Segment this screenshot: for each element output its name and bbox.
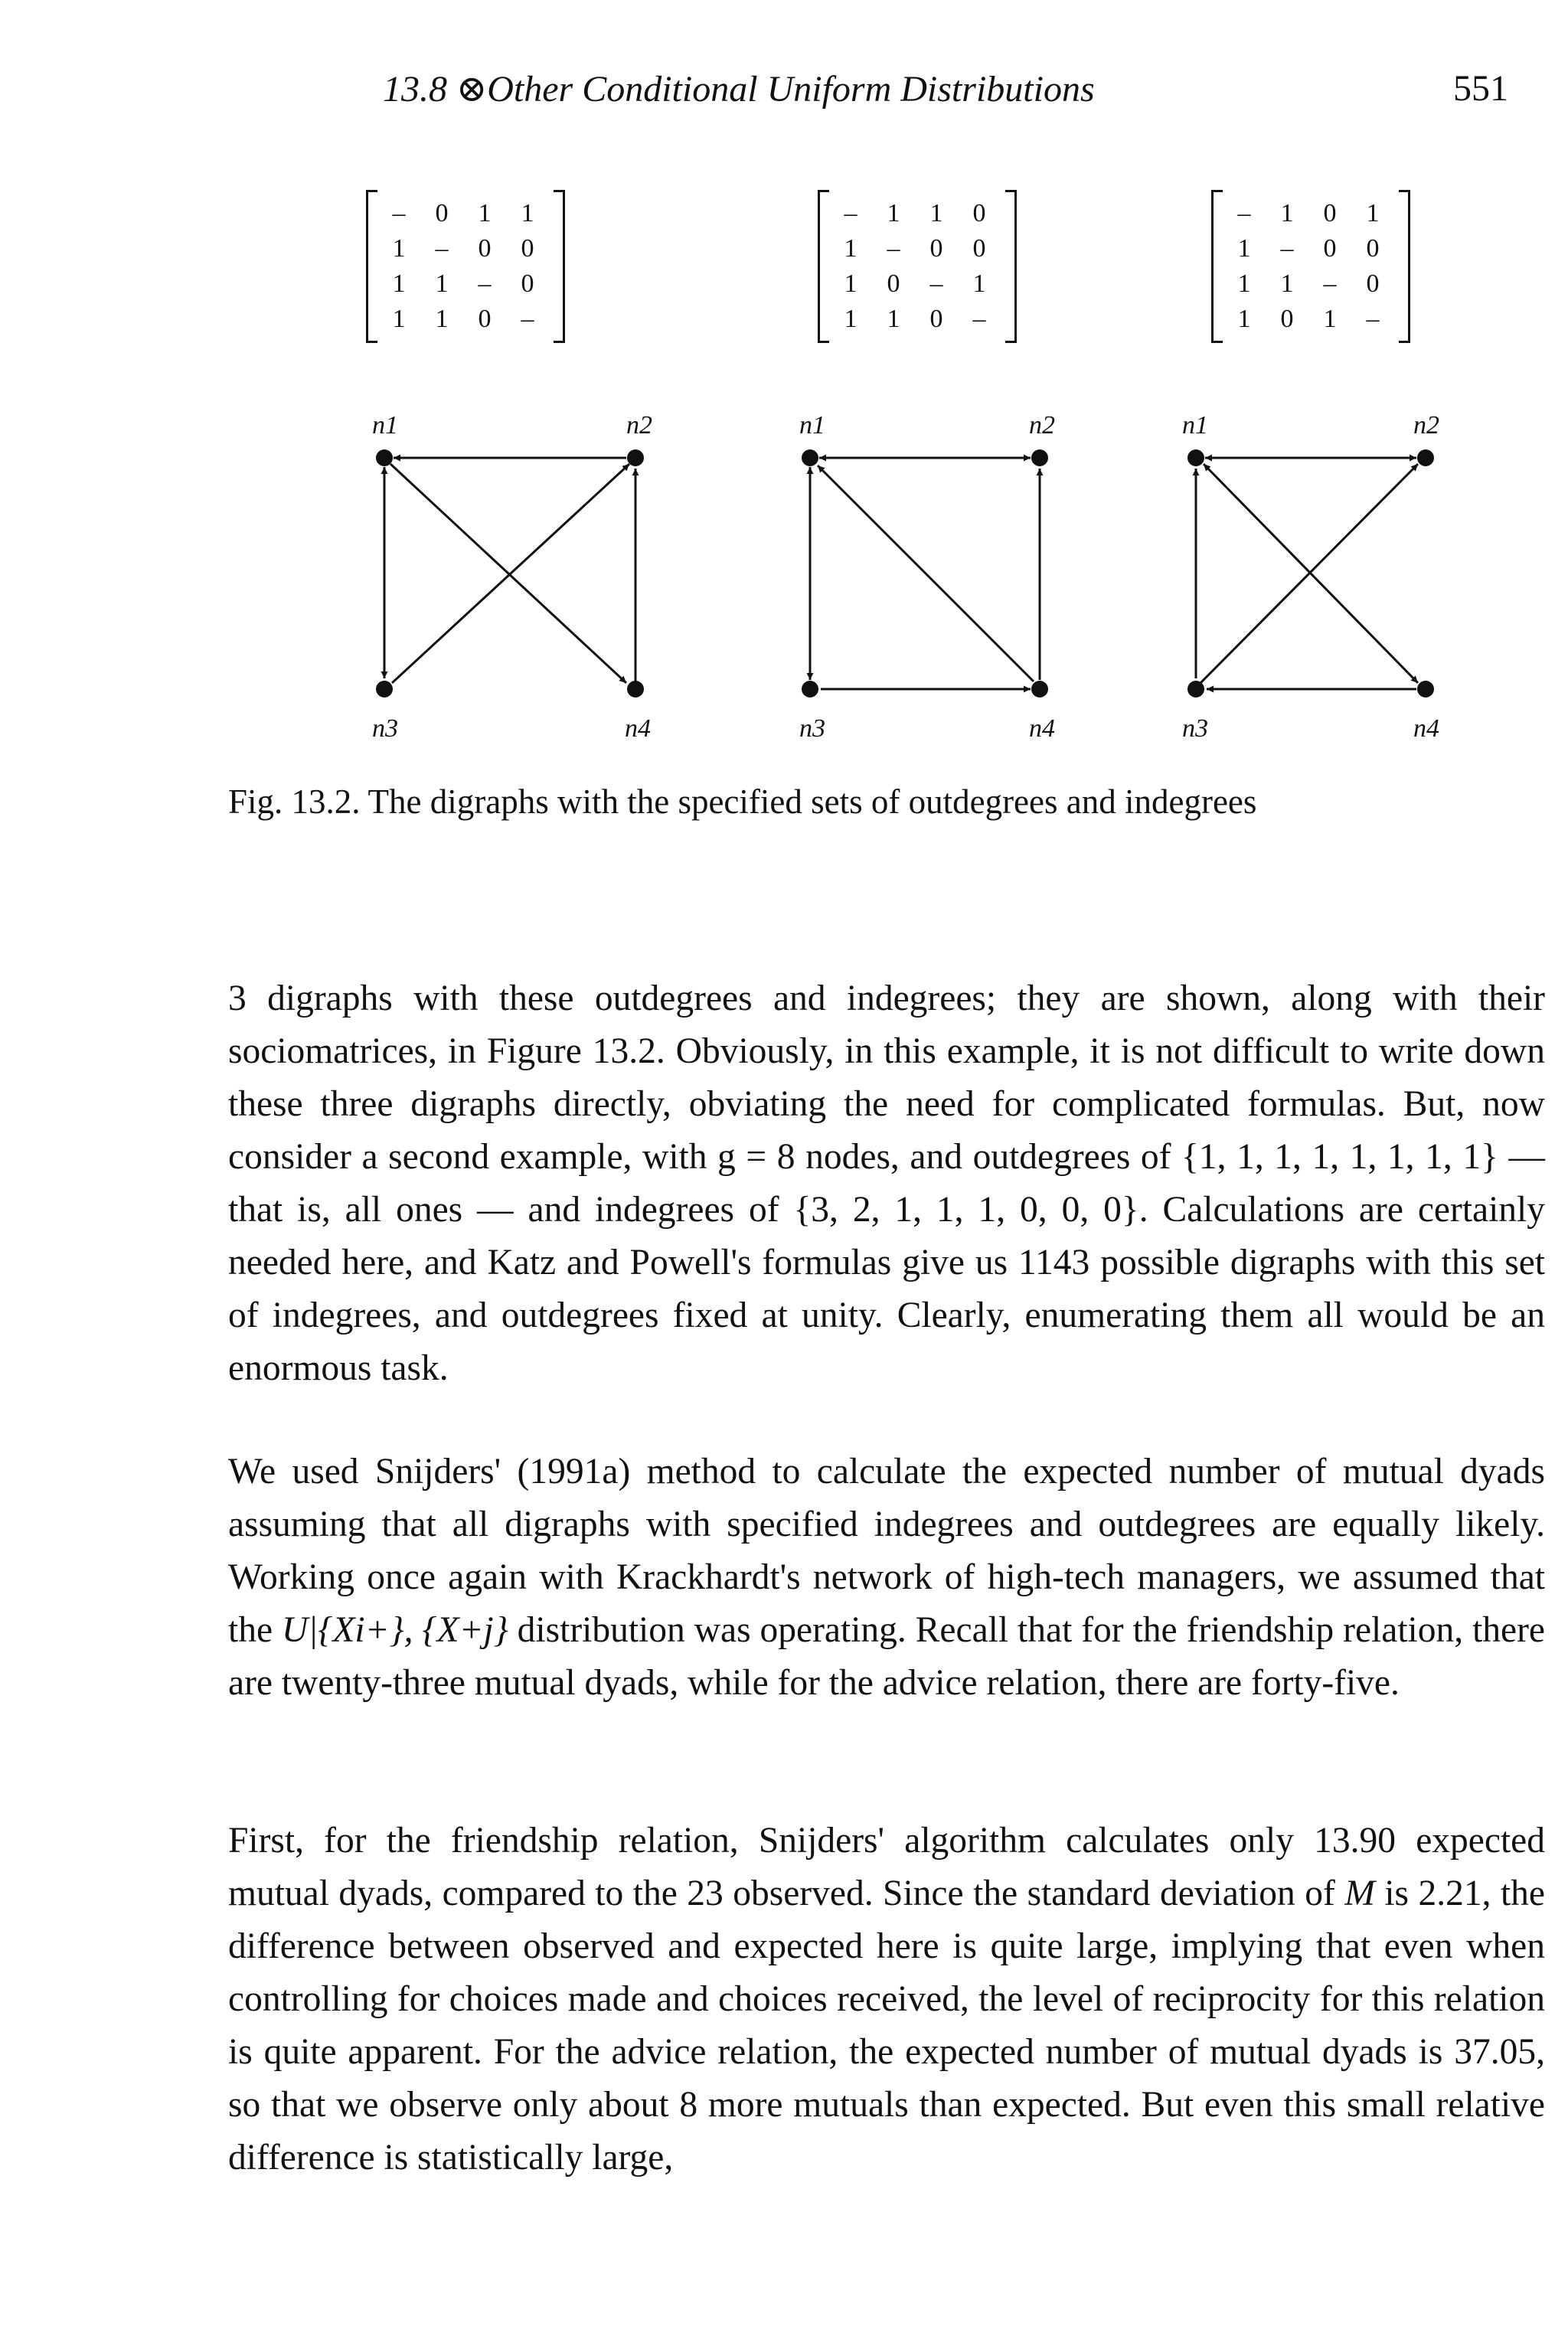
- node-n2: [627, 449, 644, 466]
- running-header-title: 13.8 ⊗Other Conditional Uniform Distributions: [383, 69, 1095, 109]
- node-n3: [376, 681, 393, 698]
- paragraph-3-text-a: First, for the friendship relation, Snijders' algorithm calculates only 13.90 expected mutual dyads, compared to the 23 observed. Since the standard deviation of: [228, 1821, 1545, 1913]
- label-n3: n3: [799, 714, 825, 743]
- paragraph-2-math: U|{Xi+}, {X+j}: [282, 1610, 508, 1650]
- matrix-cell: 1: [392, 234, 406, 263]
- matrix-cell: –: [929, 270, 943, 298]
- paragraph-3-text-b: is 2.21, the difference between observed and expected here is quite large, implying that even when controlling for choices made and choices received, the level of reciprocity for this relation is quite apparent. For the advice relation, the expected number of mutual dyads is 37.05, so that we observe only about 8 more mutuals than expected. But even this small relative difference is statistically large,: [228, 1874, 1545, 2178]
- node-n4: [1417, 681, 1434, 698]
- label-n2: n2: [1029, 411, 1055, 439]
- node-n1: [376, 449, 393, 466]
- node-n2: [1417, 449, 1434, 466]
- page-number: 551: [1453, 68, 1508, 109]
- paragraph-2-text-a: We used Snijders' (1991a) method to calculate the expected number of mutual dyads assuming that all digraphs with specified indegrees and outdegrees are equally likely. Working once again with Krackhardt's network of high-tech managers, we assumed that the: [228, 1452, 1545, 1650]
- matrix-cell: 0: [521, 234, 534, 263]
- matrix-cell: 0: [478, 234, 492, 263]
- matrix-cell: 0: [435, 199, 449, 227]
- paragraph-3-math: M: [1344, 1874, 1375, 1913]
- paragraph-2-text-b: distribution was operating. Recall that for the friendship relation, there are twenty-three mutual dyads, while for the advice relation, there are forty-five.: [228, 1610, 1545, 1703]
- matrix-cell: 0: [1366, 270, 1380, 298]
- label-n2: n2: [1413, 411, 1439, 439]
- label-n3: n3: [1182, 714, 1208, 743]
- matrix-cell: –: [435, 234, 449, 263]
- matrix-cell: 1: [1237, 270, 1251, 298]
- node-n4: [1031, 681, 1048, 698]
- matrix-cell: 1: [844, 305, 858, 333]
- node-n4: [627, 681, 644, 698]
- matrix-cell: 1: [929, 199, 943, 227]
- figure-caption: [228, 779, 1545, 824]
- matrix-cell: 1: [1280, 199, 1294, 227]
- matrix-cell: 1: [1280, 270, 1294, 298]
- paragraph-3: [228, 1815, 1545, 2184]
- node-n3: [1187, 681, 1204, 698]
- node-n1: [1187, 449, 1204, 466]
- matrix-cell: 1: [478, 199, 492, 227]
- matrix-cell: 1: [1366, 199, 1380, 227]
- digraph-1: [376, 449, 644, 698]
- digraphs: [0, 0, 1568, 766]
- matrix-cell: –: [521, 305, 534, 333]
- node-n1: [802, 449, 818, 466]
- matrix-cell: 0: [521, 270, 534, 298]
- matrix-cell: 1: [435, 270, 449, 298]
- matrix-cell: 1: [844, 270, 858, 298]
- matrix-cell: 1: [392, 270, 406, 298]
- matrix-cell: 1: [435, 305, 449, 333]
- figure-caption-label: Fig. 13.2.: [228, 782, 361, 821]
- matrix-cell: 0: [972, 234, 986, 263]
- matrix-cell: 0: [1366, 234, 1380, 263]
- matrix-cell: 1: [1323, 305, 1337, 333]
- matrix-cell: –: [392, 199, 406, 227]
- label-n1: n1: [372, 411, 398, 439]
- node-n2: [1031, 449, 1048, 466]
- matrix-cell: 0: [887, 270, 900, 298]
- edge-n1-n4: [390, 464, 626, 683]
- matrix-cell: 1: [887, 199, 900, 227]
- matrix-cell: 0: [972, 199, 986, 227]
- matrix-cell: –: [1323, 270, 1337, 298]
- matrix-cell: 0: [1323, 199, 1337, 227]
- label-n1: n1: [799, 411, 825, 439]
- matrix-cell: –: [887, 234, 900, 263]
- matrix-cell: 0: [929, 234, 943, 263]
- matrix-cell: 1: [392, 305, 406, 333]
- matrix-cell: 1: [521, 199, 534, 227]
- matrix-cell: –: [1280, 234, 1294, 263]
- label-n2: n2: [626, 411, 652, 439]
- matrix-cell: –: [972, 305, 986, 333]
- matrix-cell: 1: [887, 305, 900, 333]
- paragraph-2: [228, 1446, 1545, 1710]
- node-n3: [802, 681, 818, 698]
- edge-n4-n1: [818, 466, 1034, 681]
- label-n4: n4: [625, 714, 651, 743]
- matrix-cell: 1: [1237, 305, 1251, 333]
- label-n3: n3: [372, 714, 398, 743]
- digraph-3: [1187, 449, 1434, 698]
- node-labels: [372, 411, 1439, 743]
- matrix-cell: 0: [478, 305, 492, 333]
- paragraph-1-text: 3 digraphs with these outdegrees and indegrees; they are shown, along with their sociomatrices, in Figure 13.2. Obviously, in this example, it is not difficult to write down these three digraphs directly, obviating the need for complicated formulas. But, now consider a second example, with g = 8 nodes, and outdegrees of {1, 1, 1, 1, 1, 1, 1, 1} — that is, all ones — and indegrees of {3, 2, 1, 1, 1, 0, 0, 0}. Calculations are certainly needed here, and Katz and Powell's formulas give us 1143 possible digraphs with this set of indegrees, and outdegrees fixed at unity. Clearly, enumerating them all would be an enormous task.: [228, 979, 1545, 1388]
- digraph-2: [802, 449, 1048, 698]
- matrix-cell: 0: [929, 305, 943, 333]
- figure-caption-text: The digraphs with the specified sets of outdegrees and indegrees: [368, 782, 1257, 821]
- matrix-cell: –: [844, 199, 858, 227]
- matrix-cell: –: [1366, 305, 1380, 333]
- matrix-cell: –: [1237, 199, 1251, 227]
- matrix-cell: –: [478, 270, 492, 298]
- matrix-cell: 1: [972, 270, 986, 298]
- label-n1: n1: [1182, 411, 1208, 439]
- label-n4: n4: [1413, 714, 1439, 743]
- edge-n3-n2: [392, 464, 629, 683]
- label-n4: n4: [1029, 714, 1055, 743]
- matrix-cell: 0: [1280, 305, 1294, 333]
- matrix-cell: 0: [1323, 234, 1337, 263]
- matrix-cell: 1: [844, 234, 858, 263]
- paragraph-1: [228, 972, 1545, 1395]
- matrix-cell: 1: [1237, 234, 1251, 263]
